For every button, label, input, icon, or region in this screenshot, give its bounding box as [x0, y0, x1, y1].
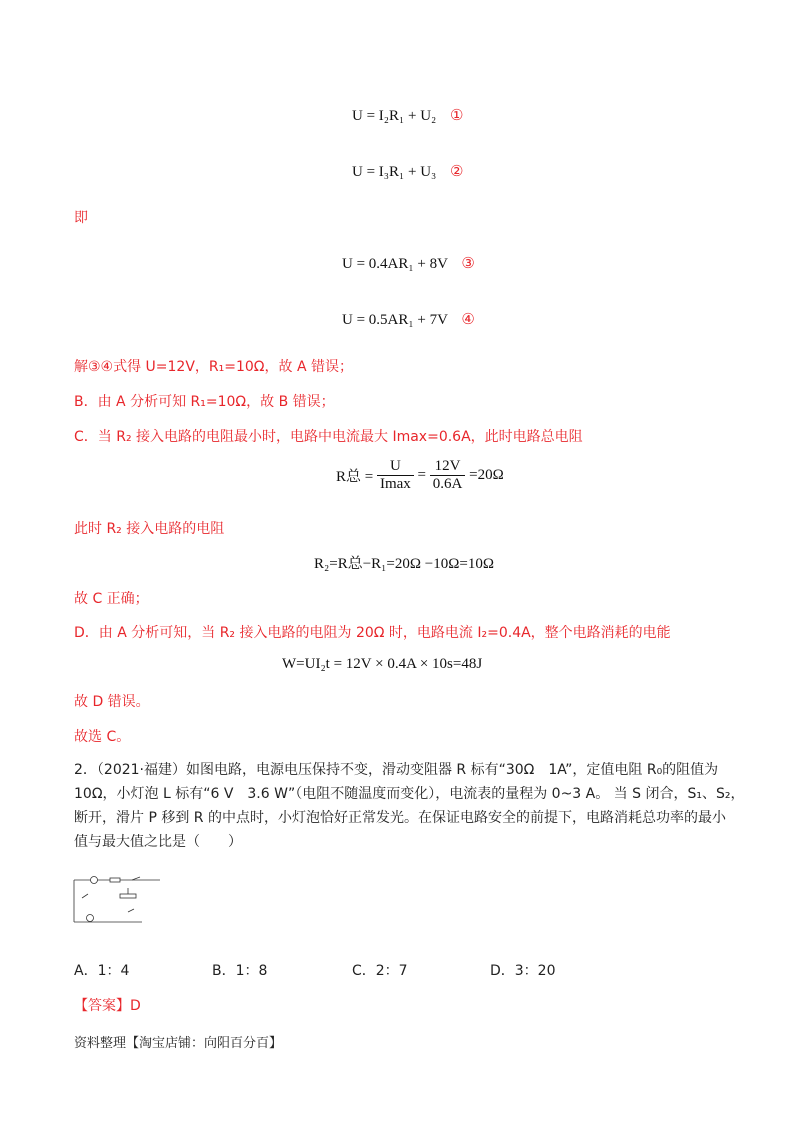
question-line-1: 2．（2021·福建）如图电路，电源电压保持不变，滑动变阻器 R 标有“30Ω 1A”，定值电阻 R₀的阻值为: [74, 762, 719, 778]
option-a: A．1：4: [74, 963, 130, 979]
fraction-u-over-imax: [377, 458, 414, 493]
equation-3-text: U = 0.4AR₁ + 8V: [342, 256, 448, 272]
equation-1-text: U = I₂R₁ + U₂: [352, 108, 437, 124]
option-d: D．3：20: [490, 963, 556, 979]
footer-text: 资料整理【淘宝店铺：向阳百分百】: [74, 1036, 283, 1051]
c-correct-text: 故 C 正确；: [74, 591, 149, 607]
switch-s-symbol: [128, 909, 134, 912]
fraction-numerator-u: U: [377, 458, 414, 476]
equation-3-mark: ③: [461, 256, 475, 272]
equation-2: [352, 162, 463, 181]
switch-s2-symbol: [82, 894, 88, 898]
answer-text: 【答案】D: [74, 998, 141, 1014]
equation-3: [342, 254, 475, 273]
equation-1: [352, 106, 463, 125]
equation-2-text: U = I₃R₁ + U₃: [352, 164, 437, 180]
equation-4-mark: ④: [461, 312, 475, 328]
fraction-denominator-06a: 0.6A: [432, 476, 463, 492]
equation-2-mark: ②: [450, 164, 464, 180]
circuit-diagram: [72, 872, 167, 930]
lamp-symbol: [91, 877, 98, 884]
ji-text: 即: [74, 210, 88, 226]
d-wrong-text: 故 D 错误。: [74, 694, 150, 710]
total-resistance-lhs: R总 =: [336, 469, 374, 485]
fraction-numerator-12v: 12V: [430, 458, 466, 476]
fraction-denominator-imax: Imax: [379, 476, 411, 492]
solve-text: 解③④式得 U=12V，R₁=10Ω，故 A 错误；: [74, 359, 353, 375]
option-c: C．2：7: [352, 963, 408, 979]
fraction-12v-over-06a: [430, 458, 466, 493]
equation-4-text: U = 0.5AR₁ + 7V: [342, 312, 448, 328]
choose-text: 故选 C。: [74, 729, 131, 745]
option-b: B．1：8: [212, 963, 268, 979]
option-d-analysis: D．由 A 分析可知，当 R₂ 接入电路的电阻为 20Ω 时，电路电流 I₂=0.4A，整个电路消耗的电能: [74, 625, 671, 641]
question-line-4: 值与最大值之比是（ ）: [74, 834, 242, 850]
option-c-analysis: C．当 R₂ 接入电路的电阻最小时，电路中电流最大 Imax=0.6A，此时电路总电阻: [74, 429, 583, 445]
resistor-r0-symbol: [110, 878, 120, 882]
switch-s1-symbol: [132, 877, 140, 880]
rheostat-symbol: [120, 894, 136, 898]
r2-equation: R₂=R总−R₁=20Ω −10Ω=10Ω: [314, 556, 494, 572]
question-line-3: 断开，滑片 P 移到 R 的中点时，小灯泡恰好正常发光。在保证电路安全的前提下，电路消耗总功率的最小: [74, 810, 726, 826]
question-line-2: 10Ω，小灯泡 L 标有“6 V 3.6 W”（电阻不随温度而变化），电流表的量程为 0~3 A。 当 S 闭合，S₁、S₂，: [74, 786, 745, 802]
equation-1-mark: ①: [450, 108, 464, 124]
equals-sign: =: [417, 467, 427, 483]
option-b-analysis: B．由 A 分析可知 R₁=10Ω，故 B 错误；: [74, 394, 335, 410]
ammeter-symbol: [87, 915, 94, 922]
total-resistance-equation: [336, 458, 504, 493]
equation-4: [342, 310, 475, 329]
total-resistance-result: =20Ω: [469, 467, 504, 483]
r2-intro-text: 此时 R₂ 接入电路的电阻: [74, 521, 225, 537]
energy-equation: W=UI₂t = 12V × 0.4A × 10s=48J: [282, 656, 483, 672]
